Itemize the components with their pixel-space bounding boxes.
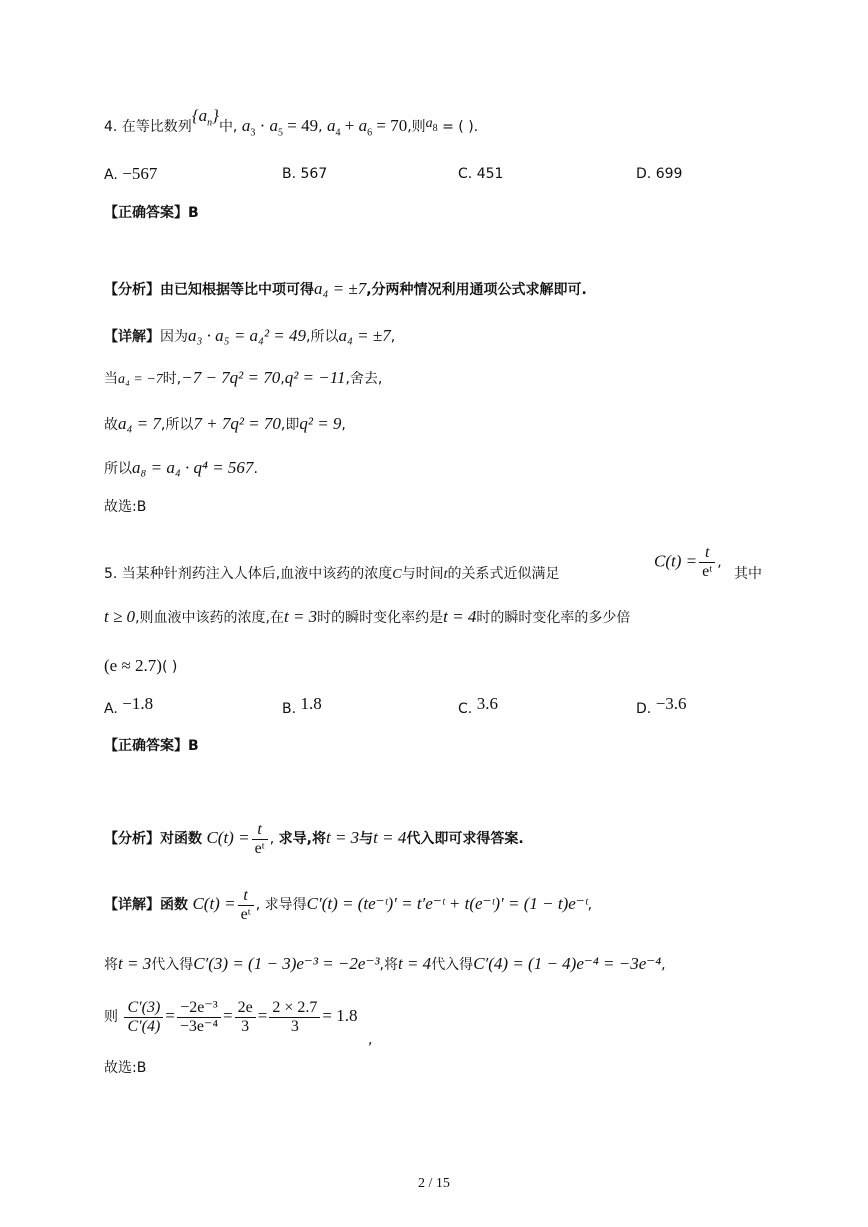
q4-cond1-b-sub: 5 xyxy=(278,127,284,139)
q5-option-c-label: C. xyxy=(458,701,473,717)
q4-cond2-val: = 70 xyxy=(372,116,408,135)
q5-eq-2: = xyxy=(223,1006,233,1025)
q5-stem-2: 与时间 xyxy=(401,566,444,582)
q5-f3-den: 3 xyxy=(241,1017,250,1035)
q4-option-a[interactable] xyxy=(104,164,157,184)
q4-cond2-b-sub: 6 xyxy=(367,127,373,139)
q5-formula-frac xyxy=(699,544,715,581)
q5-stem-5-math: t ≥ 0 xyxy=(104,607,136,626)
q4-cond1-a: a xyxy=(241,116,251,135)
q5-formula xyxy=(654,544,722,581)
q5-detail-3 xyxy=(104,992,357,1041)
q5-option-a-value: −1.8 xyxy=(122,694,154,713)
q5-detail-2-pre: 将 xyxy=(104,957,118,973)
q5-detail-2-b: ,将 xyxy=(379,957,398,973)
q5-option-c-value: 3.6 xyxy=(476,694,498,713)
q5-eq-3: = xyxy=(257,1006,268,1025)
q5-detail-2 xyxy=(104,954,666,975)
q4-cond2-b: a xyxy=(358,116,368,135)
q4-ask-eq: = ( ). xyxy=(437,119,479,135)
q4-detail-3-mid2: ,即 xyxy=(280,417,300,433)
q5-detail-3-end: , xyxy=(368,1032,373,1048)
q4-detail-1-math2: a₄ = ±7 xyxy=(338,326,391,345)
q5-ratio-frac-1 xyxy=(124,999,163,1036)
q4-option-b-label: B. xyxy=(282,166,297,182)
q5-analysis xyxy=(104,818,524,859)
q5-option-a-label: A. xyxy=(104,701,118,717)
q4-option-d[interactable] xyxy=(636,166,682,182)
q5-detail-2-math2: C′(3) = (1 − 3)e⁻³ = −2e⁻³ xyxy=(193,954,380,973)
q5-detail-2-math3: t = 4 xyxy=(397,954,432,973)
q4-cond2-a-sub: 4 xyxy=(335,127,341,139)
q4-answer: 【正确答案】B xyxy=(104,205,199,221)
q5-stem-5-b: 时的瞬时变化率约是 xyxy=(317,610,444,626)
q4-detail-3-end: , xyxy=(341,417,346,433)
q5-f3-num: 2e xyxy=(235,999,256,1018)
q5-analysis-lhs: C(t) = xyxy=(206,828,250,847)
q5-stem-6-math: (e ≈ 2.7) xyxy=(104,656,162,675)
q5-detail-2-math4: C′(4) = (1 − 4)e⁻⁴ = −3e⁻⁴ xyxy=(473,954,662,973)
q4-detail-4-end: . xyxy=(253,461,258,477)
q5-analysis-mid: 求导,将 xyxy=(278,831,326,847)
q5-detail-1-mid: 求导得 xyxy=(264,897,307,913)
q5-ratio-frac-4 xyxy=(269,999,320,1036)
q5-option-b-value: 1.8 xyxy=(300,694,322,713)
q5-stem-6-paren: ( ) xyxy=(161,659,178,675)
q4-detail-1-pre: 因为 xyxy=(160,329,188,345)
q5-detail-2-math1: t = 3 xyxy=(118,954,152,973)
q4-option-d-label: D. xyxy=(636,166,652,182)
q4-option-a-label: A. xyxy=(104,167,118,183)
q5-detail-2-end: , xyxy=(661,957,666,973)
q5-stem-5-a: ,则血液中该药的浓度,在 xyxy=(135,610,284,626)
q4-detail-2-math: a₄ = −7 xyxy=(118,372,163,387)
q5-analysis-den: eᵗ xyxy=(254,839,265,857)
q5-detail-1-comma: , xyxy=(255,897,261,913)
q4-detail-3-pre: 故 xyxy=(104,417,118,433)
q4-detail-4 xyxy=(104,458,258,479)
q4-cond2 xyxy=(327,116,408,139)
q4-detail-1-mid: ,所以 xyxy=(306,329,339,345)
q4-seq-close: } xyxy=(212,106,219,125)
q5-analysis-and: 与 xyxy=(359,831,374,847)
q4-detail-4-pre: 所以 xyxy=(104,461,132,477)
q5-var-t: t xyxy=(443,567,448,582)
q4-seq-text: {a xyxy=(191,106,208,125)
q4-analysis-math: a₄ = ±7 xyxy=(314,279,367,298)
q5-analysis-label: 【分析】 xyxy=(104,831,160,847)
q5-stem-5-math2: t = 3 xyxy=(283,607,318,626)
q4-detail-3 xyxy=(104,414,346,435)
q5-option-d[interactable] xyxy=(636,694,687,718)
q5-detail-2-a: 代入得 xyxy=(151,957,194,973)
q5-detail-1-num: t xyxy=(238,887,254,906)
q5-f4-den: 3 xyxy=(290,1017,299,1035)
q5-formula-den: eᵗ xyxy=(702,563,713,580)
q4-cond1-dot: · xyxy=(255,116,270,135)
q5-option-c[interactable] xyxy=(458,694,498,718)
q5-detail-2-c: 代入得 xyxy=(431,957,474,973)
q4-analysis-label: 【分析】 xyxy=(104,282,160,298)
q5-analysis-frac xyxy=(252,821,268,858)
q5-stem-line3 xyxy=(104,656,177,677)
q5-stem-line2 xyxy=(104,607,630,628)
q4-analysis-pre: 由已知根据等比中项可得 xyxy=(160,282,314,298)
q4-then: ,则 xyxy=(407,119,426,135)
q4-detail-label: 【详解】 xyxy=(104,329,160,345)
q4-comma: , xyxy=(318,119,323,135)
q5-ratio-frac-2 xyxy=(177,999,221,1036)
q5-detail-1-lhs: C(t) = xyxy=(192,894,236,913)
q4-cond2-plus: + xyxy=(340,116,359,135)
q4-stem xyxy=(104,106,479,143)
q4-analysis xyxy=(104,279,587,300)
q5-stem-line1 xyxy=(104,564,560,585)
q5-eq-1: = xyxy=(165,1006,175,1025)
q4-option-c-value: 451 xyxy=(476,166,504,182)
q4-detail-2-math2: −7 − 7q² = 70 xyxy=(181,368,281,387)
q4-stem-text: 4. 在等比数列 xyxy=(104,119,192,135)
q5-detail-1-end: , xyxy=(587,897,593,913)
q4-cond1-a-sub: 3 xyxy=(250,127,256,139)
q5-f1-den: C′(4) xyxy=(127,1017,161,1035)
q5-stem-5-c: 时的瞬时变化率的多少倍 xyxy=(476,610,631,626)
q5-f2-num: −2e⁻³ xyxy=(177,999,221,1018)
q4-option-b-value: 567 xyxy=(300,166,328,182)
q4-mid: 中, xyxy=(218,119,238,135)
q4-option-a-value: −567 xyxy=(122,164,158,183)
q4-option-c-label: C. xyxy=(458,166,473,182)
q5-analysis-post: 代入即可求得答案. xyxy=(406,831,524,847)
q5-detail-1 xyxy=(104,884,592,925)
q4-cond1 xyxy=(241,116,319,139)
q4-detail-2 xyxy=(104,368,382,390)
q4-detail-3-math: a₄ = 7 xyxy=(118,414,161,433)
q5-detail-1-den: eᵗ xyxy=(240,905,251,923)
q5-analysis-math2: t = 4 xyxy=(373,828,407,847)
q5-option-b[interactable] xyxy=(282,694,322,718)
q4-detail-2-mid: 时, xyxy=(162,371,182,387)
q5-analysis-num: t xyxy=(252,821,268,840)
q5-var-c: C xyxy=(392,567,402,582)
q5-analysis-math1: t = 3 xyxy=(325,828,360,847)
q5-stem-5-math3: t = 4 xyxy=(443,607,477,626)
q5-stem-1: 5. 当某种针剂药注入人体后,血液中该药的浓度 xyxy=(104,566,393,582)
q4-seq-sub: n xyxy=(207,117,213,129)
q5-analysis-pre: 对函数 xyxy=(160,831,202,847)
page-number: 2 / 15 xyxy=(418,1176,450,1191)
q4-option-d-value: 699 xyxy=(655,166,683,182)
q4-detail-1 xyxy=(104,326,395,347)
q5-option-a[interactable] xyxy=(104,694,154,718)
q5-stem-4: 其中 xyxy=(734,566,762,582)
q5-option-d-value: −3.6 xyxy=(655,694,687,713)
q5-formula-num: t xyxy=(699,544,715,563)
q4-option-b[interactable] xyxy=(282,166,327,182)
q5-f2-den: −3e⁻⁴ xyxy=(179,1017,219,1035)
q5-choose: 故选:B xyxy=(104,1060,147,1076)
q4-cond1-val: = 49 xyxy=(283,116,319,135)
q5-ratio-frac-3 xyxy=(235,999,256,1036)
q5-option-b-label: B. xyxy=(282,701,297,717)
q5-f1-num: C′(3) xyxy=(124,999,163,1018)
q4-detail-1-end: , xyxy=(390,329,396,345)
q4-detail-2-math3: q² = −11 xyxy=(284,368,346,387)
q5-option-d-label: D. xyxy=(636,701,652,717)
q5-answer: 【正确答案】B xyxy=(104,738,199,754)
q4-detail-2-end: ,舍去, xyxy=(345,371,383,387)
q4-choose: 故选:B xyxy=(104,499,147,515)
q5-detail-1-math: C′(t) = (te⁻ᵗ)′ = t′e⁻ᵗ + t(e⁻ᵗ)′ = (1 − t)e⁻ᵗ xyxy=(306,894,588,913)
q5-f4-num: 2 × 2.7 xyxy=(269,999,320,1018)
q5-detail-1-pre: 函数 xyxy=(160,897,188,913)
q4-ask-sub: 8 xyxy=(432,122,438,134)
q5-formula-comma: , xyxy=(717,554,722,571)
q4-analysis-post: ,分两种情况利用通项公式求解即可. xyxy=(366,282,587,298)
q5-analysis-comma: , xyxy=(269,831,275,847)
q5-detail-1-frac xyxy=(238,887,254,924)
q5-detail-3-pre: 则 xyxy=(104,1009,118,1025)
q4-detail-3-math2: 7 + 7q² = 70 xyxy=(193,414,281,433)
q5-formula-lhs: C(t) = xyxy=(654,551,698,571)
q4-detail-3-mid: ,所以 xyxy=(160,417,194,433)
q5-stem-3: 的关系式近似满足 xyxy=(447,566,560,582)
q5-detail-label: 【详解】 xyxy=(104,897,160,913)
q4-seq xyxy=(191,106,219,129)
q4-detail-4-math: a₈ = a₄ · q⁴ = 567 xyxy=(132,458,254,477)
q4-detail-3-math3: q² = 9 xyxy=(299,414,342,433)
q4-cond2-a: a xyxy=(327,116,336,135)
q4-option-c[interactable] xyxy=(458,166,503,182)
q4-detail-2-sep: , xyxy=(280,371,285,387)
q4-detail-2-pre: 当 xyxy=(104,371,118,387)
q5-result: = 1.8 xyxy=(322,1006,358,1025)
q4-ask: a xyxy=(425,116,433,131)
q4-cond1-b: a xyxy=(269,116,279,135)
q4-detail-1-math: a₃ · a₅ = a₄² = 49 xyxy=(188,326,307,345)
